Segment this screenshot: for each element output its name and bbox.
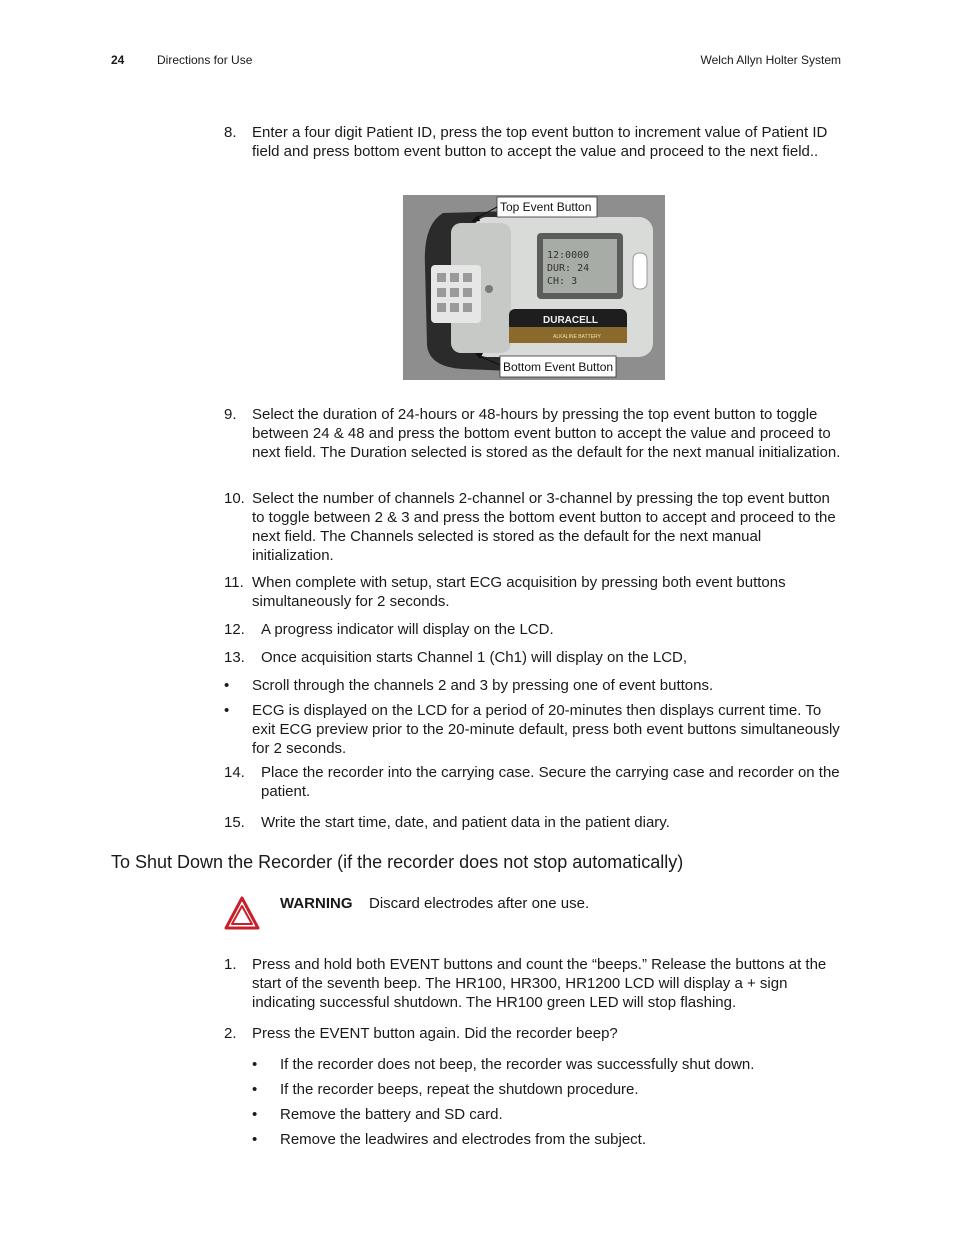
step-number: 12.: [224, 621, 245, 638]
step-number: 2.: [224, 1025, 237, 1042]
bullet-text: Remove the battery and SD card.: [280, 1106, 503, 1123]
section-title: Directions for Use: [157, 53, 253, 67]
bottom-callout: Bottom Event Button: [503, 360, 614, 374]
bullet: •: [224, 702, 230, 719]
lcd-line: DUR: 24: [547, 263, 590, 274]
battery-sub: ALKALINE BATTERY: [553, 334, 601, 340]
step-number: 8.: [224, 124, 237, 141]
step-text: Press and hold both EVENT buttons and count the “beeps.” Release the buttons at the start of the seventh beep. The HR100, HR300, HR1200 LCD will display a + sign indicating successful shutdown. The HR100 green LED will stop flashing.: [252, 956, 827, 1011]
battery-brand: DURACELL: [543, 315, 598, 326]
step-text: A progress indicator will display on the LCD.: [261, 621, 554, 638]
step-text: Select the number of channels 2-channel or 3-channel by pressing the top event button to toggle between 2 & 3 and press the bottom event button to accept and proceed to the next field. The Channels selected is stored as the default for the next manual initialization.: [252, 490, 836, 564]
bullet-text: ECG is displayed on the LCD for a period of 20-minutes then displays current time. To exit ECG preview prior to the 20-minute default, press both event buttons simultaneously for 2 seconds.: [252, 702, 840, 757]
section-heading: To Shut Down the Recorder (if the recorder does not stop automatically): [111, 852, 684, 872]
bullet: •: [252, 1106, 258, 1123]
recorder-photo: [403, 195, 665, 380]
step-text: Enter a four digit Patient ID, press the top event button to increment value of Patient ID field and press bottom event button to accept the value and proceed to the next field..: [252, 124, 828, 160]
bullet: •: [252, 1131, 258, 1148]
warning-text: Discard electrodes after one use.: [369, 895, 590, 912]
step-text: When complete with setup, start ECG acquisition by pressing both event buttons simultaneously for 2 seconds.: [252, 574, 786, 610]
page-number: 24: [111, 53, 125, 67]
warning-label: WARNING: [280, 895, 353, 912]
bullet: •: [252, 1081, 258, 1098]
step-number: 13.: [224, 649, 245, 666]
step-number: 14.: [224, 764, 245, 781]
step-number: 11.: [224, 574, 244, 591]
step-number: 15.: [224, 814, 245, 831]
step-number: 1.: [224, 956, 237, 973]
bullet-text: If the recorder does not beep, the recorder was successfully shut down.: [280, 1056, 755, 1073]
bullet-text: If the recorder beeps, repeat the shutdown procedure.: [280, 1081, 639, 1098]
step-text: Select the duration of 24-hours or 48-hours by pressing the top event button to toggle between 24 & 48 and press the bottom event button to accept the value and proceed to next field. The Duration selected is stored as the default for the next manual initialization.: [252, 406, 841, 461]
step-text: Place the recorder into the carrying case. Secure the carrying case and recorder on the patient.: [261, 764, 840, 800]
product-title: Welch Allyn Holter System: [700, 53, 841, 67]
step-text: Write the start time, date, and patient data in the patient diary.: [261, 814, 670, 831]
step-text: Once acquisition starts Channel 1 (Ch1) will display on the LCD,: [261, 649, 688, 666]
lcd-line: 12:0000: [547, 250, 590, 261]
top-callout: Top Event Button: [500, 200, 592, 214]
lcd-line: CH: 3: [547, 276, 578, 287]
warning-icon: [224, 896, 260, 930]
bullet-text: Scroll through the channels 2 and 3 by pressing one of event buttons.: [252, 677, 714, 694]
step-number: 10.: [224, 490, 245, 507]
bullet: •: [224, 677, 230, 694]
bullet: •: [252, 1056, 258, 1073]
bullet-text: Remove the leadwires and electrodes from the subject.: [280, 1131, 647, 1148]
step-text: Press the EVENT button again. Did the recorder beep?: [252, 1025, 618, 1042]
step-number: 9.: [224, 406, 237, 423]
